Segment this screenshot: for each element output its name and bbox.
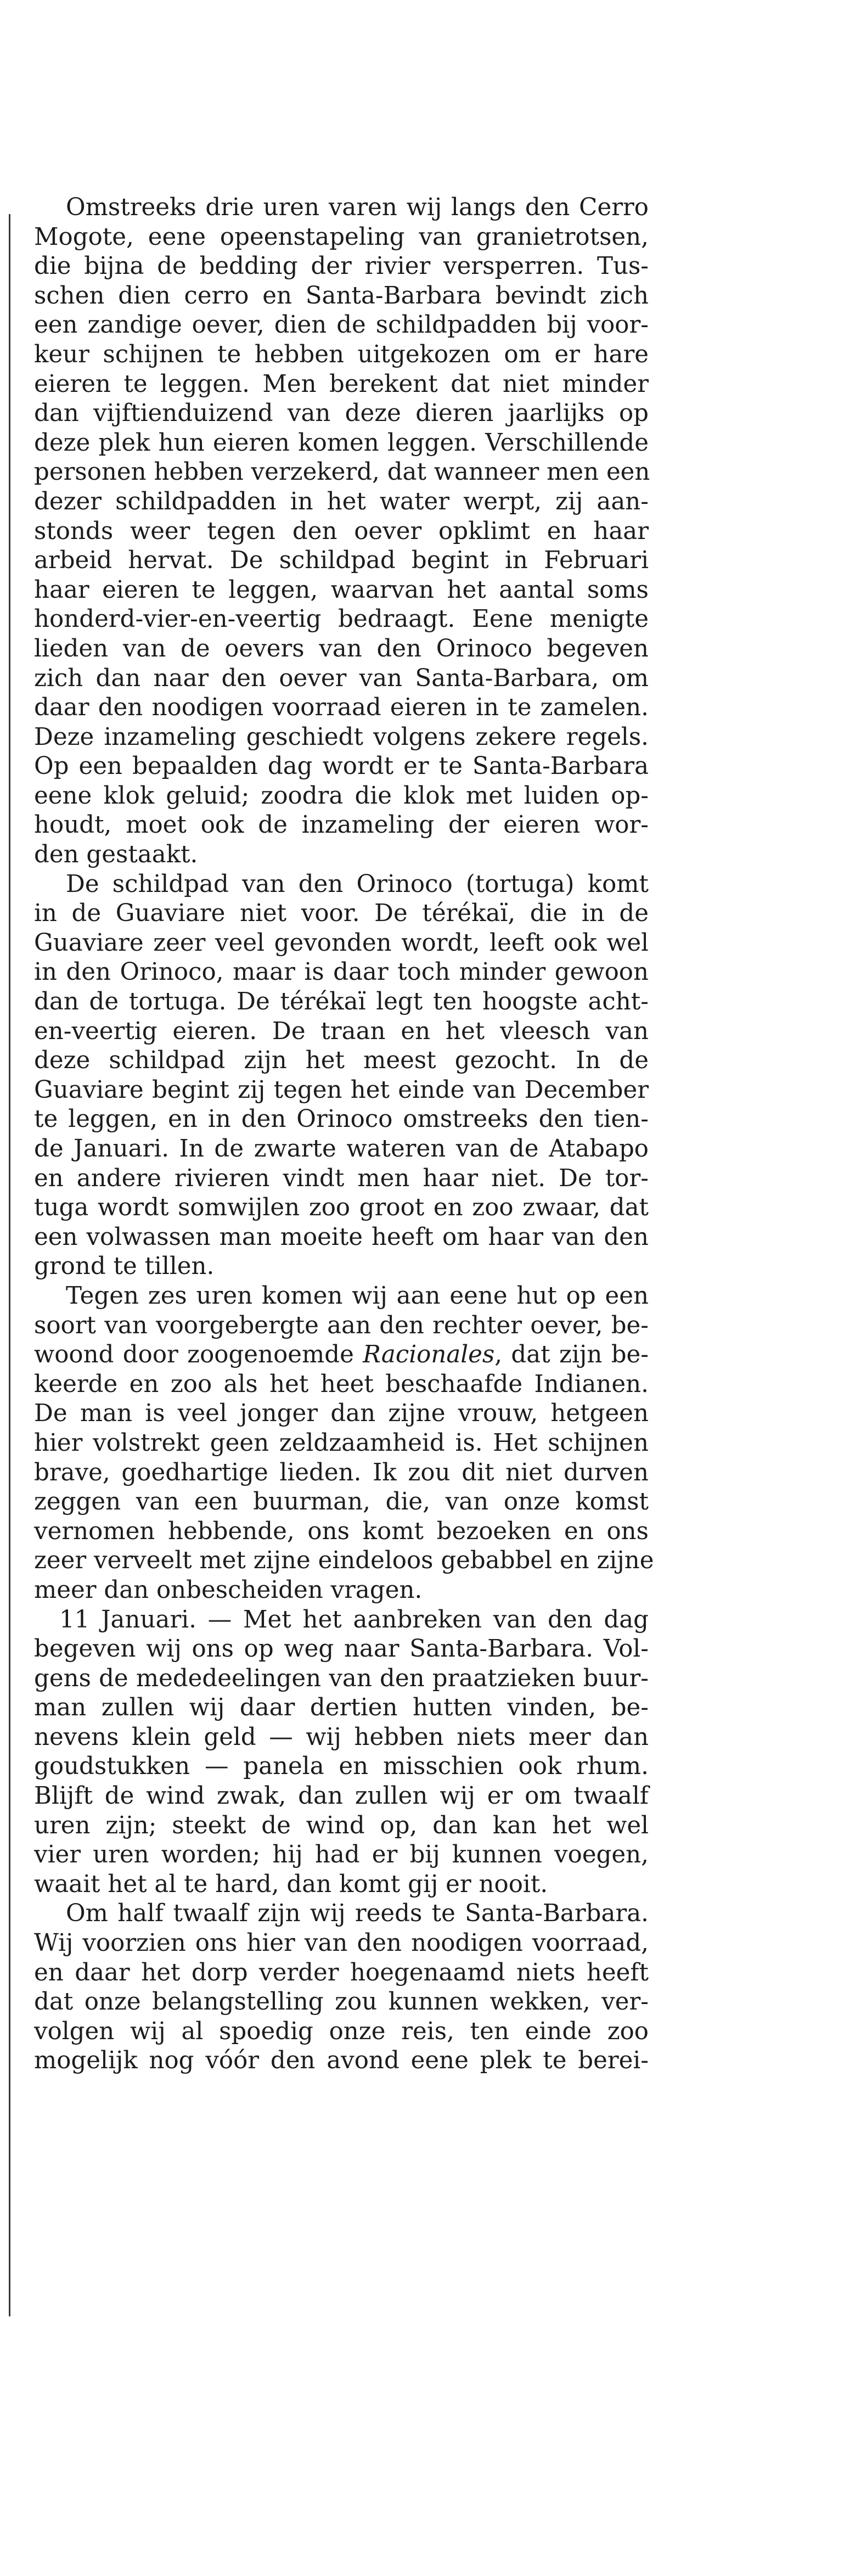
text-line: De man is veel jonger dan zijne vrouw, hetgeen	[34, 1400, 649, 1428]
text-line: te leggen, en in den Orinoco omstreeks den tien-	[34, 1105, 649, 1133]
text-line: Om half twaalf zijn wij reeds te Santa-Barbara.	[66, 1900, 649, 1928]
text-line: Deze inzameling geschiedt volgens zekere regels.	[34, 723, 649, 751]
text-line: grond te tillen.	[34, 1253, 215, 1281]
text-line: deze schildpad zijn het meest gezocht. In de	[34, 1047, 649, 1075]
text-segment: woond door zoogenoemde	[34, 1341, 363, 1369]
paragraph-1	[34, 193, 649, 870]
text-line: daar den noodigen voorraad eieren in te zamelen.	[34, 694, 649, 722]
text-line: hier volstrekt geen zeldzaamheid is. Het schijnen	[34, 1429, 649, 1457]
text-line: dan de tortuga. De térékaï legt ten hoogste acht-	[34, 988, 649, 1016]
text-line: waait het al te hard, dan komt gij er nooit.	[34, 1870, 548, 1898]
text-line: die bijna de bedding der rivier versperren. Tus-	[34, 252, 649, 280]
text-line: in den Orinoco, maar is daar toch minder gewoon	[34, 958, 649, 986]
text-line-with-italic	[34, 1340, 649, 1370]
text-line: personen hebben verzekerd, dat wanneer men een	[34, 458, 650, 486]
paragraph-4	[34, 1606, 649, 1900]
text-line: man zullen wij daar dertien hutten vinden, be-	[34, 1694, 649, 1722]
text-line: zeggen van een buurman, die, van onze komst	[34, 1488, 649, 1516]
text-line: volgen wij al spoedig onze reis, ten einde zoo	[34, 2017, 649, 2045]
text-line: de Januari. In de zwarte wateren van de Atabapo	[34, 1135, 649, 1163]
italic-term: Racionales	[363, 1341, 495, 1369]
text-line: mogelijk nog vóór den avond eene plek te berei-	[34, 2047, 649, 2075]
text-line: stonds weer tegen den oever opklimt en haar	[34, 517, 649, 545]
text-line: Guaviare zeer veel gevonden wordt, leeft ook wel	[34, 929, 649, 957]
text-line: vernomen hebbende, ons komt bezoeken en ons	[34, 1517, 649, 1545]
text-line: tuga wordt somwijlen zoo groot en zoo zwaar, dat	[34, 1194, 649, 1222]
text-line: houdt, moet ook de inzameling der eieren wor-	[34, 811, 649, 839]
text-line: honderd-vier-en-veertig bedraagt. Eene menigte	[34, 605, 649, 633]
text-line: begeven wij ons op weg naar Santa-Barbara. Vol-	[34, 1635, 649, 1663]
body-text	[34, 193, 654, 2076]
text-line: deze plek hun eieren komen leggen. Verschillende	[34, 429, 649, 457]
text-line: arbeid hervat. De schildpad begint in Februari	[34, 547, 649, 575]
text-line: in de Guaviare niet voor. De térékaï, die in de	[34, 900, 649, 928]
text-line: vier uren worden; hij had er bij kunnen voegen,	[34, 1841, 649, 1869]
text-line: dezer schildpadden in het water werpt, zij aan-	[34, 487, 649, 515]
text-line: uren zijn; steekt de wind op, dan kan het wel	[34, 1811, 649, 1839]
text-line: den gestaakt.	[34, 841, 198, 869]
text-line: en andere rivieren vindt men haar niet. De tor-	[34, 1164, 649, 1192]
text-line: een zandige oever, dien de schildpadden bij voor-	[34, 311, 649, 339]
text-line: dat onze belangstelling zou kunnen wekken, ver-	[34, 1988, 649, 2016]
text-line: Omstreeks drie uren varen wij langs den Cerro	[66, 194, 649, 221]
paragraph-5	[34, 1899, 649, 2076]
paragraph-2	[34, 870, 649, 1282]
text-line: meer dan onbescheiden vragen.	[34, 1576, 423, 1604]
text-line: zich dan naar den oever van Santa-Barbara, om	[34, 664, 649, 692]
text-line: nevens klein geld — wij hebben niets meer dan	[34, 1723, 649, 1751]
text-line: goudstukken — panela en misschien ook rhum.	[34, 1753, 649, 1781]
text-line: gens de mededeelingen van den praatzieken buur-	[34, 1664, 649, 1692]
text-line: Op een bepaalden dag wordt er te Santa-Barbara	[34, 753, 649, 781]
text-line: dan vijftienduizend van deze dieren jaarlijks op	[34, 400, 649, 428]
margin-rule	[9, 214, 10, 2316]
text-line: 11 Januari. — Met het aanbreken van den dag	[59, 1606, 649, 1634]
text-line: zeer verveelt met zijne eindeloos gebabbel en zijne	[34, 1547, 654, 1575]
text-line: Blijft de wind zwak, dan zullen wij er om twaalf	[34, 1782, 649, 1810]
text-line: lieden van de oevers van den Orinoco begeven	[34, 635, 649, 663]
text-line: schen dien cerro en Santa-Barbara bevindt zich	[34, 282, 649, 310]
text-line: Mogote, eene opeenstapeling van granietrotsen,	[34, 223, 649, 251]
text-line: Tegen zes uren komen wij aan eene hut op een	[66, 1282, 649, 1310]
text-line: De schildpad van den Orinoco (tortuga) komt	[66, 870, 649, 898]
text-line: en daar het dorp verder hoegenaamd niets heeft	[34, 1958, 649, 1986]
text-line: brave, goedhartige lieden. Ik zou dit niet durven	[34, 1458, 649, 1486]
text-line: eene klok geluid; zoodra die klok met luiden op-	[34, 782, 649, 810]
text-line: en-veertig eieren. De traan en het vleesch van	[34, 1017, 649, 1045]
text-line: Guaviare begint zij tegen het einde van December	[34, 1076, 649, 1104]
text-line: keerde en zoo als het heet beschaafde Indianen.	[34, 1370, 649, 1398]
text-line: haar eieren te leggen, waarvan het aantal soms	[34, 576, 649, 604]
text-line: Wij voorzien ons hier van den noodigen voorraad,	[34, 1929, 649, 1957]
text-line: keur schijnen te hebben uitgekozen om er hare	[34, 340, 649, 368]
text-line: een volwassen man moeite heeft om haar van den	[34, 1223, 649, 1251]
text-line: soort van voorgebergte aan den rechter oever, be-	[34, 1311, 649, 1339]
paragraph-3	[34, 1282, 654, 1606]
text-line: eieren te leggen. Men berekent dat niet minder	[34, 370, 649, 398]
text-segment: , dat zijn be-	[494, 1341, 649, 1369]
